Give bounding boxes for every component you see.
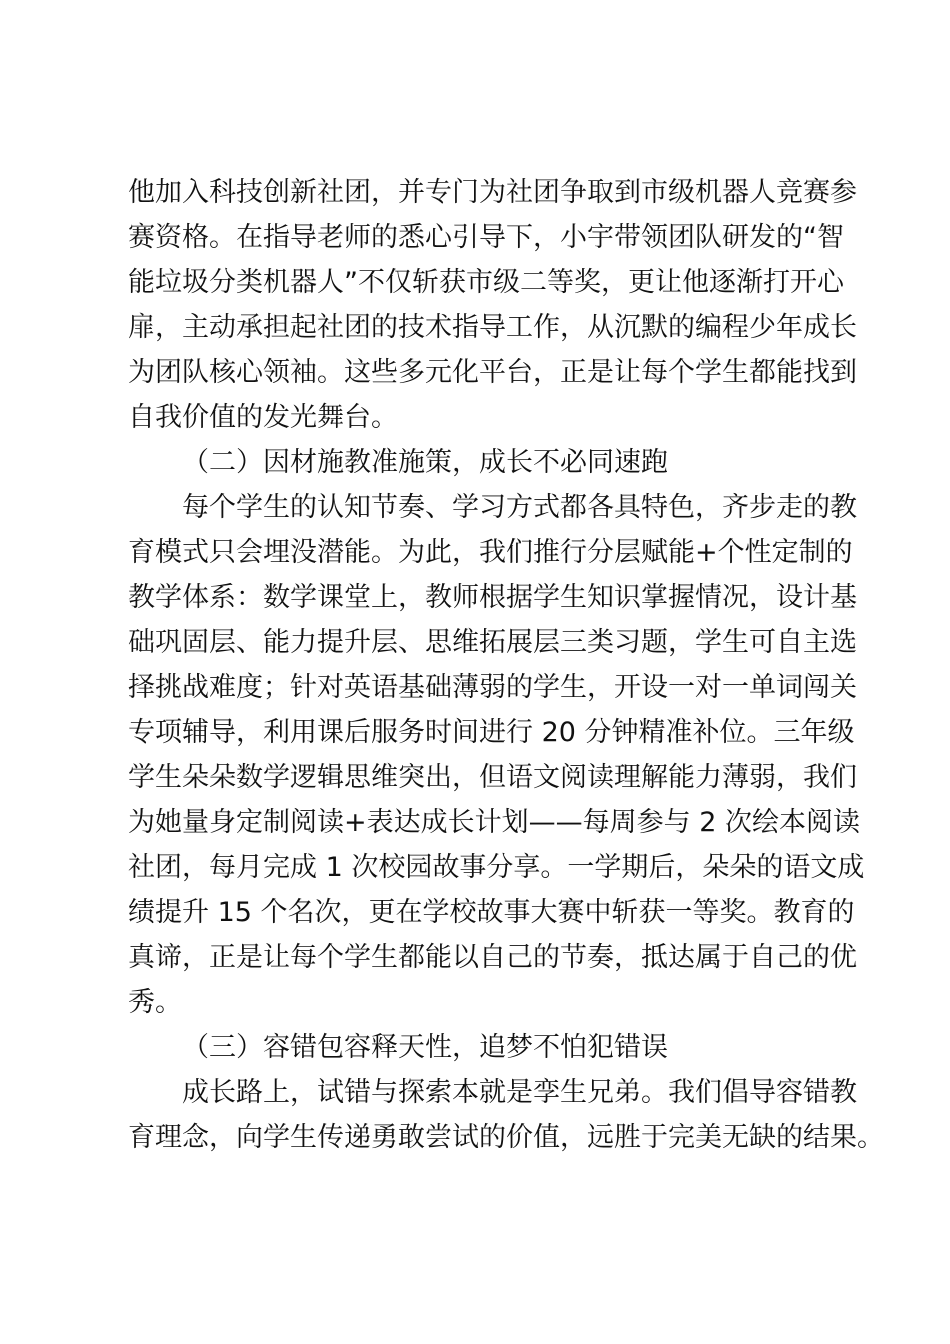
text-line: 为团队核心领袖。这些多元化平台，正是让每个学生都能找到 [128,357,857,388]
text-line: 社团，每月完成 1 次校园故事分享。一学期后，朵朵的语文成 [128,852,865,883]
text-line: 择挑战难度；针对英语基础薄弱的学生，开设一对一单词闯关 [128,672,857,703]
text-line: 学生朵朵数学逻辑思维突出，但语文阅读理解能力薄弱，我们 [128,762,857,793]
section-heading: （三）容错包容释天性，追梦不怕犯错误 [182,1032,668,1063]
text-line: 扉，主动承担起社团的技术指导工作，从沉默的编程少年成长 [128,312,857,343]
text-line: 自我价值的发光舞台。 [128,402,398,433]
text-line: 教学体系：数学课堂上，教师根据学生知识掌握情况，设计基 [128,582,857,613]
text-line: 绩提升 15 个名次，更在学校故事大赛中斩获一等奖。教育的 [128,897,855,928]
text-line: 秀。 [128,987,182,1018]
text-line: 育模式只会埋没潜能。为此，我们推行分层赋能+个性定制的 [128,537,853,568]
text-line: 础巩固层、能力提升层、思维拓展层三类习题，学生可自主选 [128,627,857,658]
section-heading: （二）因材施教准施策，成长不必同速跑 [182,447,668,478]
text-line: 每个学生的认知节奏、学习方式都各具特色，齐步走的教 [182,492,857,523]
text-line: 能垃圾分类机器人”不仅斩获市级二等奖，更让他逐渐打开心 [128,267,844,298]
text-line: 专项辅导，利用课后服务时间进行 20 分钟精准补位。三年级 [128,717,855,748]
text-line: 他加入科技创新社团，并专门为社团争取到市级机器人竞赛参 [128,177,857,208]
text-line: 真谛，正是让每个学生都能以自己的节奏，抵达属于自己的优 [128,942,857,973]
text-line: 育理念，向学生传递勇敢尝试的价值，远胜于完美无缺的结果。 [128,1122,884,1153]
text-line: 成长路上，试错与探索本就是孪生兄弟。我们倡导容错教 [182,1077,857,1108]
text-line: 赛资格。在指导老师的悉心引导下，小宇带领团队研发的“智 [128,222,844,253]
body-text [128,170,884,1160]
text-line: 为她量身定制阅读+表达成长计划——每周参与 2 次绘本阅读 [128,807,860,838]
